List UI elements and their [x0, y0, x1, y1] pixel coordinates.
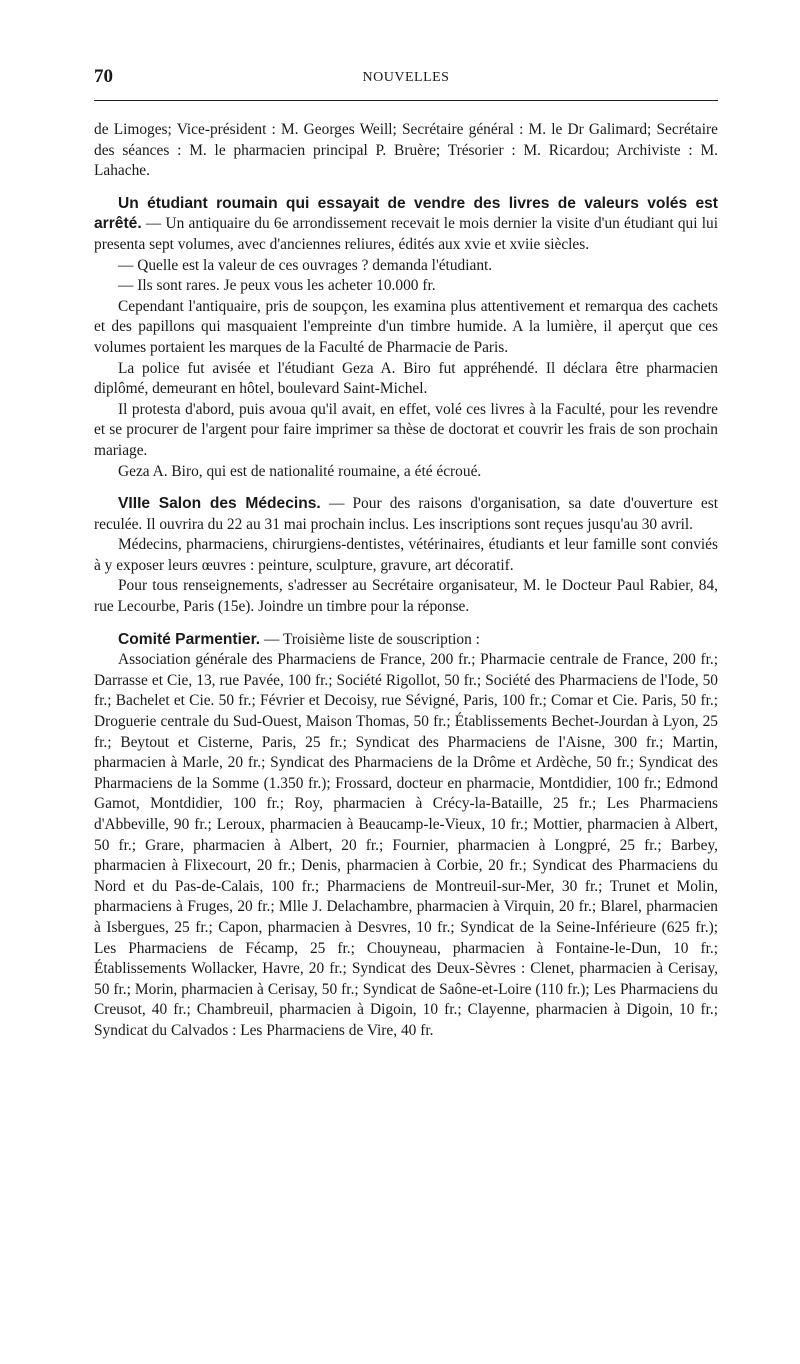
paragraph: — Quelle est la valeur de ces ouvrages ? demanda l'étudiant. — [118, 256, 493, 274]
article-headline: VIIIe Salon des Médecins. — [118, 495, 321, 513]
article-salon-medecins — [94, 494, 718, 535]
article-comite-parmentier — [94, 630, 718, 651]
paragraph: Il protesta d'abord, puis avoua qu'il avait, en effet, volé ces livres à la Faculté, pour les revendre et se procurer de l'argent pour faire imprimer sa thèse de doctorat et couvrir les frais de son prochain mariage. — [94, 400, 718, 459]
paragraph: Médecins, pharmaciens, chirurgiens-dentistes, vétérinaires, étudiants et leur famille sont conviés à y exposer leurs œuvres : peinture, sculpture, gravure, art décoratif. — [94, 536, 718, 574]
header-rule — [94, 100, 718, 101]
paragraph-text: — Pour des raisons d'organisation, sa date d'ouverture est reculée. Il ouvrira du 22 au 31 mai prochain inclus. Les inscriptions sont reçues jusqu'au 30 avril. — [94, 495, 718, 533]
page-header — [94, 66, 718, 96]
running-title: NOUVELLES — [362, 70, 450, 85]
paragraph: La police fut avisée et l'étudiant Geza A. Biro fut appréhendé. Il déclara être pharmacien diplômé, demeurant en hôtel, boulevard Saint-Michel. — [94, 359, 718, 398]
paragraph-text: — Troisième liste de souscription : — [264, 630, 480, 648]
paragraph: — Ils sont rares. Je peux vous les acheter 10.000 fr. — [118, 277, 436, 295]
page-body — [94, 120, 718, 1042]
article-stolen-books — [94, 194, 718, 256]
intro-paragraph: de Limoges; Vice-président : M. Georges Weill; Secrétaire général : M. le Dr Galimard; Secrétaire des séances : M. le pharmacien principal P. Bruère; Trésorier : M. Ricardou; Archiviste : M. Lahache. — [94, 121, 718, 180]
paragraph: Cependant l'antiquaire, pris de soupçon, les examina plus attentivement et remarqua des cachets et des papillons qui masquaient l'empreinte d'un timbre humide. A la lumière, il aperçut que ces volumes portaient les marques de la Faculté de Pharmacie de Paris. — [94, 297, 718, 356]
page-number: 70 — [94, 66, 113, 87]
paragraph-text: — Un antiquaire du 6e arrondissement recevait le mois dernier la visite d'un étudiant qui lui presenta sept volumes, avec d'anciennes reliures, édités aux xvie et xviie siècles. — [94, 215, 718, 253]
article-headline: Comité Parmentier. — [118, 630, 261, 648]
article-headline: Un étudiant roumain qui essayait de vendre des livres de valeurs volés est arrêté. — [94, 194, 718, 233]
paragraph: Geza A. Biro, qui est de nationalité roumaine, a été écroué. — [118, 462, 482, 480]
paragraph: Pour tous renseignements, s'adresser au Secrétaire organisateur, M. le Docteur Paul Rabier, 84, rue Lecourbe, Paris (15e). Joindre un timbre pour la réponse. — [94, 577, 718, 616]
subscription-list: Association générale des Pharmaciens de France, 200 fr.; Pharmacie centrale de France, 200 fr.; Darrasse et Cie, 13, rue Pavée, 100 fr.; Société Rigollot, 50 fr.; Société des Pharmaciens de l'Iode, 50 fr.; Bachelet et Cie. 50 fr.; Février et Decoisy, rue Sévigné, Paris, 100 fr.; Comar et Cie. Paris, 50 fr.; Droguerie centrale du Sud-Ouest, Maison Thomas, 50 fr.; Établissements Bechet-Jourdan à Lyon, 25 fr.; Beytout et Cisterne, Paris, 25 fr.; Syndicat des Pharmaciens de l'Aisne, 300 fr.; Martin, pharmacien à Marle, 20 fr.; Syndicat des Pharmaciens de la Drôme et Ardèche, 50 fr.; Syndicat des Pharmaciens de la Somme (1.350 fr.); Frossard, docteur en pharmacie, Montdidier, 100 fr.; Edmond Gamot, Montdidier, 100 fr.; Roy, pharmacien à Crécy-la-Bataille, 25 fr.; Les Pharmaciens d'Abbeville, 90 fr.; Leroux, pharmacien à Beaucamp-le-Vieux, 10 fr.; Mottier, pharmacien à Albert, 50 fr.; Grare, pharmacien à Albert, 20 fr.; Fournier, pharmacien à Longpré, 25 fr.; Barbey, pharmacien à Flixecourt, 20 fr.; Denis, pharmacien à Corbie, 20 fr.; Syndicat des Pharmaciens du Nord et du Pas-de-Calais, 100 fr.; Pharmaciens de Montreuil-sur-Mer, 30 fr.; Trunet et Molin, pharmaciens à Fruges, 20 fr.; Mlle J. Delachambre, pharmacien à Virquin, 20 fr.; Blarel, pharmacien à Isbergues, 25 fr.; Capon, pharmacien à Desvres, 10 fr.; Syndicat de la Seine-Inférieure (625 fr.); Les Pharmaciens de Fécamp, 25 fr.; Chouyneau, pharmacien à Fontaine-le-Dun, 10 fr.; Établissements Wollacker, Havre, 20 fr.; Syndicat des Deux-Sèvres : Clenet, pharmacien à Cerisay, 50 fr.; Morin, pharmacien à Cerisay, 50 fr.; Syndicat de Saône-et-Loire (110 fr.); Les Pharmaciens du Creusot, 40 fr.; Chambreuil, pharmacien à Digoin, 10 fr.; Clayenne, pharmacien à Digoin, 10 fr.; Syndicat du Calvados : Les Pharmaciens de Vire, 40 fr. — [94, 651, 718, 1039]
